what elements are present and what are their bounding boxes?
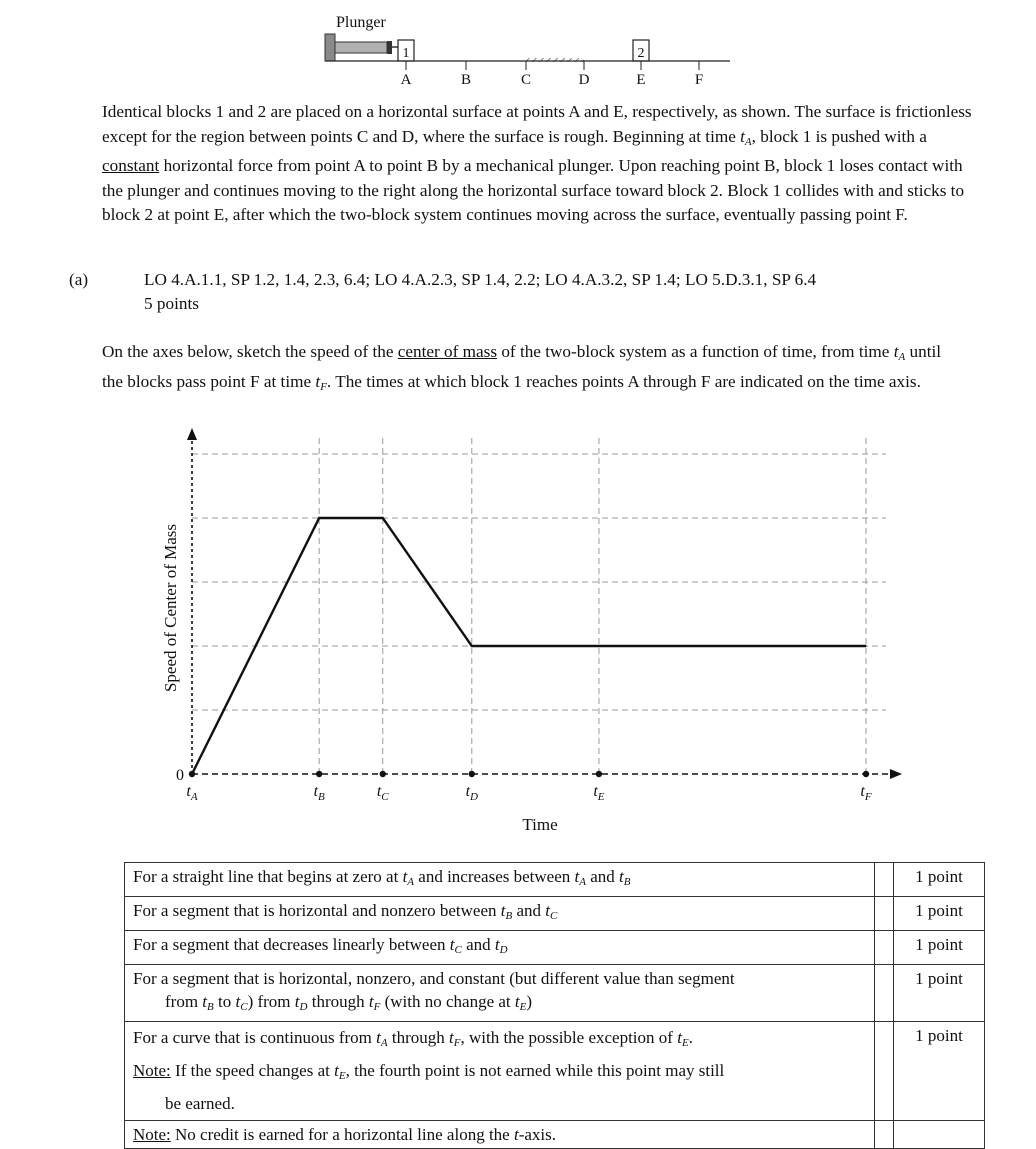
block-2-label: 2 [637,46,645,61]
rubric-points: 1 point [894,931,985,965]
series-point [471,645,473,647]
time-tick-dot [380,771,386,777]
rubric-text: . [688,1028,693,1047]
question-paragraph [102,340,962,399]
part-a-lo-line: LO 4.A.1.1, SP 1.2, 1.4, 2.3, 6.4; LO 4.A.2.3, SP 1.4, 2.2; LO 4.A.3.2, SP 1.4; LO 5.D.3.1, SP 6.4 [144,270,817,289]
rubric-points: 1 point [894,965,985,1022]
point-label-F: F [694,72,704,88]
y-axis-title: Speed of Center of Mass [161,523,180,693]
rubric-text: be earned. [165,1094,235,1113]
question-ta-sub: A [898,351,906,363]
rubric-t-axis: t [513,1125,519,1144]
question-center-of-mass: center of mass [397,342,498,361]
rubric-text: and increases between [418,867,571,886]
question-tf: t [315,371,321,391]
question-text-2: of the two-block system as a function of time, from time [501,342,890,361]
series-point [318,517,320,519]
rubric-note-label: Note: [133,1125,171,1144]
intro-ta-sub: A [744,135,752,148]
rubric-text: For a segment that is horizontal and nonzero between [133,901,497,920]
x-axis-arrow [890,769,902,779]
time-tick-dot [863,771,869,777]
speed-time-chart [161,428,902,834]
rubric-criterion [125,1121,875,1149]
rubric-text: For a straight line that begins at zero at [133,867,399,886]
rubric-criterion: For a straight line that begins at zero at $t_A$ and increases between $t_A$ and $t_B$ [125,863,875,897]
rubric-text: -axis. [518,1125,556,1144]
rubric-text: For a curve that is continuous from [133,1028,372,1047]
vertical-gridlines [319,436,866,774]
question-tf-sub: F [320,380,327,393]
rubric-text: through [311,992,365,1011]
plunger-rod [335,42,387,53]
rubric-blank-cell [875,1022,894,1121]
rubric-criterion: For a segment that decreases linearly between $t_C$ and $t_D$ [125,931,875,965]
rubric-points: 1 point [894,863,985,897]
question-ta: t [893,342,899,361]
time-tick-labels [186,783,871,803]
rubric-text: through [391,1028,445,1047]
time-tick-label: $t_A$ [186,783,198,803]
series-point [382,517,384,519]
part-a-label: (a) [69,270,89,289]
series-point [865,645,867,647]
intro-text-1: Identical blocks 1 and 2 are placed on a horizontal surface at points A and E, respectively, as shown. The surface is frictionless except for the region between points C and D, where the surface is rough. Beginning at time [102,102,972,146]
rubric-text: For a segment that is horizontal, nonzero, and constant (but different value than segment [133,969,735,988]
point-label-E: E [636,72,646,88]
rubric-text: ) from [247,992,291,1011]
x-axis-title: Time [522,815,558,834]
point-ticks [406,61,699,70]
horizontal-gridlines [192,454,886,710]
point-label-C: C [520,72,532,88]
rubric-row [125,931,985,965]
rubric-points: 1 point [894,897,985,931]
intro-text-2: , block 1 is pushed with a [751,126,927,146]
rubric-note-label: Note: [133,1061,171,1080]
time-tick-label: $t_E$ [593,783,605,803]
rubric-text: , with the possible exception of [460,1028,673,1047]
time-tick-dot [316,771,322,777]
question-text-3: until the blocks pass point F at time [102,342,942,391]
point-label-D: D [578,72,590,88]
time-tick-label: $t_F$ [860,783,872,803]
intro-ta: t [740,126,745,146]
point-label-B: B [460,72,472,88]
y-axis-arrow [187,428,197,440]
question-text-4: . The times at which block 1 reaches points A through F are indicated on the time axis. [326,371,921,391]
rubric-text: , the fourth point is not earned while this point may still [345,1061,725,1080]
time-tick-label: $t_D$ [465,783,478,803]
rubric-row [125,965,985,1022]
rubric-blank-cell [875,1121,894,1149]
rubric-text: from [165,992,199,1011]
time-tick-dot [469,771,475,777]
rubric-text: ) [526,992,533,1011]
rubric-blank-cell [875,897,894,931]
y-zero-label: 0 [176,767,184,784]
plunger-head [387,41,392,54]
rubric-text: and [590,867,615,886]
question-text-1: On the axes below, sketch the speed of the [102,342,394,361]
scoring-rubric-table [124,862,985,1149]
rubric-row [125,1022,985,1121]
series-point [191,773,193,775]
rubric-text: and [516,901,542,920]
point-label-A: A [400,72,412,88]
plunger-label: Plunger [336,14,386,31]
rubric-criterion: For a curve that is continuous from $t_A$ through $t_F$, with the possible exception of $t_E$. Note: If the speed changes at $t_E$, the fourth point is not earned while this point may still be earned. [125,1022,875,1121]
rubric-row [125,863,985,897]
rubric-text: to [218,992,232,1011]
intro-constant-word: constant [102,156,160,176]
rubric-row [125,1121,985,1149]
series-point [598,645,600,647]
rubric-points [894,1121,985,1149]
rubric-blank-cell [875,965,894,1022]
rubric-criterion: For a segment that is horizontal and nonzero between $t_B$ and $t_C$ [125,897,875,931]
time-tick-dot [596,771,602,777]
time-tick-label: $t_B$ [313,783,325,803]
rubric-text: and [466,935,491,954]
plunger-base [325,34,335,61]
rubric-row [125,897,985,931]
rubric-text: No credit is earned for a horizontal line along the [175,1125,510,1144]
rubric-points: 1 point [894,1022,985,1121]
intro-text-3: horizontal force from point A to point B by a mechanical plunger. Upon reaching point B, block 1 loses contact with the plunger and continues moving to the right along the horizontal surface toward block 2. Block 1 collides with and sticks to block 2 at point E, after which the two-block system continues moving across the surface, eventually passing point F. [102,156,965,225]
rubric-blank-cell [875,931,894,965]
intro-paragraph [102,100,982,228]
rubric-text: For a segment that decreases linearly between [133,935,446,954]
part-a-points: 5 points [144,294,199,313]
time-tick-label: $t_C$ [376,783,389,803]
apparatus-diagram [325,14,730,88]
rubric-blank-cell [875,863,894,897]
rubric-text: (with no change at [384,992,511,1011]
rubric-text: If the speed changes at [175,1061,330,1080]
block-1-label: 1 [402,46,410,61]
rubric-criterion: For a segment that is horizontal, nonzero, and constant (but different value than segment from $t_B$ to $t_C$) from $t_D$ through $t_F$ (with no change at $t_E$) [125,965,875,1022]
